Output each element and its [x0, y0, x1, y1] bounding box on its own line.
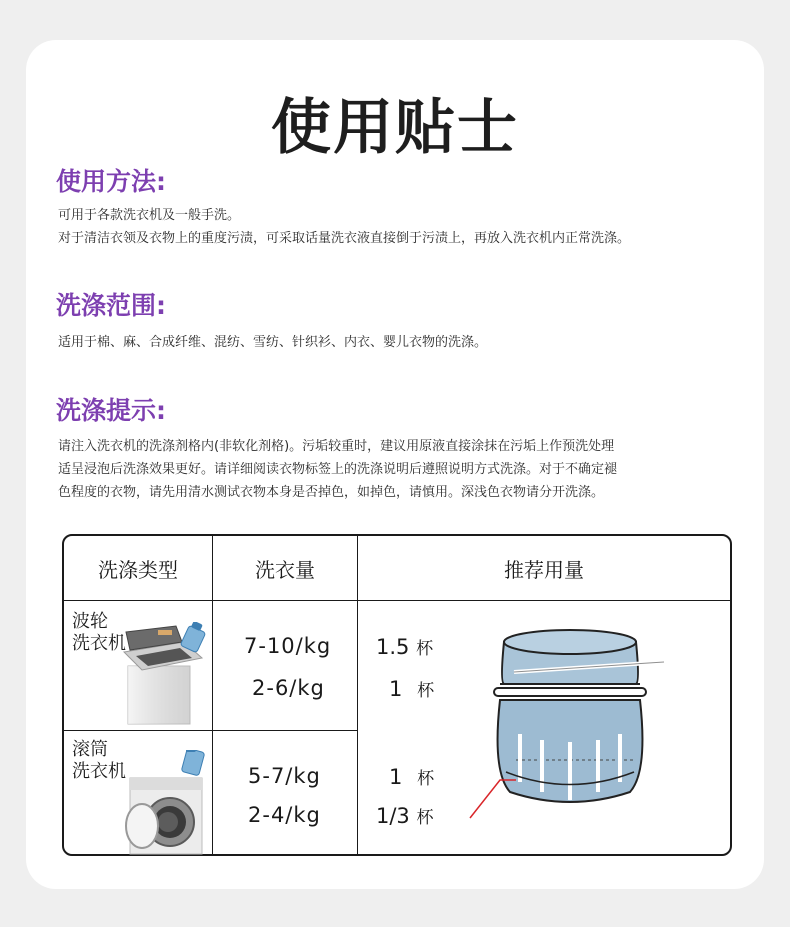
row-divider: [64, 730, 357, 731]
header-wash-type: 洗涤类型: [98, 557, 178, 582]
cup-unit: 杯: [417, 769, 435, 789]
page-title: 使用贴士: [271, 93, 519, 163]
text-line: 适用于棉、麻、合成纤维、混纺、雪纺、针织衫、内衣、婴儿衣物的洗涤。: [58, 335, 488, 350]
text-line: 色程度的衣物，请先用清水测试衣物本身是否掉色，如掉色，请慎用。深浅色衣物请分开洗涤。: [58, 485, 605, 500]
cup-count: [376, 634, 433, 659]
cup-number: 1: [389, 677, 403, 701]
header-load: 洗衣量: [255, 557, 315, 582]
dosage-table: [62, 534, 732, 856]
machine-type-label: [72, 739, 126, 783]
cup-number: 1: [389, 765, 403, 789]
cup-count: [389, 764, 434, 789]
cup-number: 1.5: [376, 635, 410, 659]
section-heading-usage: 使用方法:: [56, 167, 166, 196]
machine-type-line: 洗衣机: [72, 633, 126, 654]
section-text-tips: [58, 435, 758, 504]
section-heading-tips: 洗涤提示:: [56, 396, 166, 425]
cup-unit: 杯: [416, 808, 434, 828]
cup-unit: 杯: [416, 639, 434, 659]
load-amount: 2-6/kg: [252, 676, 325, 700]
load-amount: 7-10/kg: [244, 634, 332, 658]
cup-unit: 杯: [417, 681, 435, 701]
section-text-scope: [58, 331, 758, 354]
top-loader-washing-machine-icon: [122, 622, 212, 728]
tips-card: [26, 40, 764, 889]
header-dosage: 推荐用量: [504, 557, 584, 582]
load-amount: 2-4/kg: [248, 803, 321, 827]
machine-type-label: [72, 611, 126, 655]
machine-type-line: 滚筒: [72, 739, 108, 760]
cup-count: [376, 803, 433, 828]
front-loader-washing-machine-icon: [122, 750, 212, 856]
cup-count: [389, 676, 434, 701]
text-line: 可用于各款洗衣机及一般手洗。: [58, 208, 241, 223]
load-amount: 5-7/kg: [248, 764, 321, 788]
section-text-usage: [58, 204, 758, 250]
measuring-cup-icon: [460, 622, 690, 822]
machine-type-line: 洗衣机: [72, 761, 126, 782]
cup-number: 1/3: [376, 804, 410, 828]
text-line: 适呈浸泡后洗涤效果更好。请详细阅读衣物标签上的洗涤说明后遵照说明方式洗涤。对于不确定褪: [58, 462, 618, 477]
text-line: 对于清洁衣领及衣物上的重度污渍，可采取话量洗衣液直接倒于污渍上，再放入洗衣机内正常洗涤。: [58, 231, 631, 246]
section-heading-scope: 洗涤范围:: [56, 291, 166, 320]
row-divider: [64, 600, 730, 601]
machine-type-line: 波轮: [72, 611, 108, 632]
text-line: 请注入洗衣机的洗涤剂格内(非软化剂格)。污垢较重时，建议用原液直接涂抹在污垢上作预洗处理: [58, 439, 615, 454]
